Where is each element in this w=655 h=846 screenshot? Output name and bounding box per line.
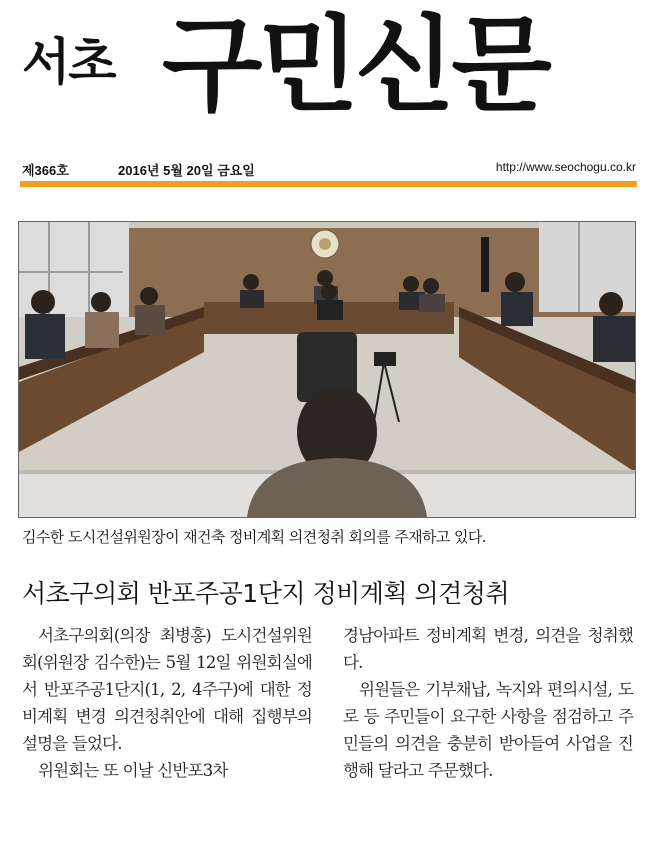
meeting-photo [18,221,636,518]
paragraph: 서초구의회(의장 최병홍) 도시건설위원회(위원장 김수한)는 5월 12일 위원회실에서 반포주공1단지(1, 2, 4주구)에 대한 정비계획 변경 의견청취안에 대해 집행부의 설명을 들었다. [22,626,312,753]
issue-number: 제366호 [22,163,69,178]
dateline [22,160,636,178]
paragraph: 경남아파트 정비계획 변경, 의견을 청취했다. [343,626,633,672]
masthead-title: 구민신문 [162,4,548,126]
masthead-small: 서초 [22,33,115,91]
article-column-1 [22,622,312,784]
meeting-room-illustration [19,222,635,517]
website-link[interactable]: http://www.seochogu.co.kr [495,160,636,174]
paragraph: 위원회는 또 이날 신반포3차 [38,761,228,780]
article-column-2 [343,622,633,784]
paragraph: 위원들은 기부채납, 녹지와 편의시설, 도로 등 주민들이 요구한 사항을 점검하고 주민들의 의견을 충분히 받아들여 사업을 진행해 달라고 주문했다. [343,680,633,780]
header-rule [20,181,637,187]
masthead [20,4,640,138]
publish-date: 2016년 5월 20일 금요일 [118,163,255,178]
photo-caption: 김수한 도시건설위원장이 재건축 정비계획 의견청취 회의를 주재하고 있다. [22,528,486,546]
article-headline: 서초구의회 반포주공1단지 정비계획 의견청취 [22,579,510,608]
